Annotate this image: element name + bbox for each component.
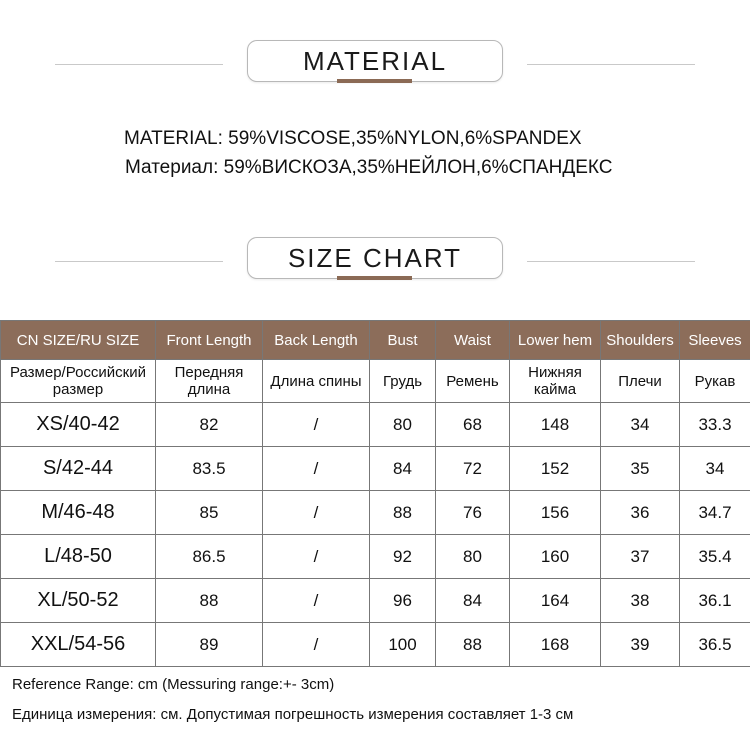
table-cell: L/48-50 (1, 535, 156, 579)
header-cell-ru: Рукав (680, 360, 750, 403)
table-cell: 36 (601, 491, 680, 535)
table-cell: 152 (510, 447, 601, 491)
reference-range-note-ru: Единица измерения: см. Допустимая погрешность измерения составляет 1-3 см (12, 706, 574, 723)
table-cell: 38 (601, 579, 680, 623)
reference-range-note-en: Reference Range: cm (Messuring range:+- 3cm) (12, 676, 335, 693)
table-cell: 84 (370, 447, 436, 491)
size-chart-section-header (0, 237, 750, 285)
header-cell-ru: Передняя длина (156, 360, 263, 403)
table-cell: 68 (436, 403, 510, 447)
table-cell: 88 (436, 623, 510, 667)
table-cell: / (263, 623, 370, 667)
table-row (1, 447, 750, 491)
table-cell: 85 (156, 491, 263, 535)
material-composition-en: MATERIAL: 59%VISCOSE,35%NYLON,6%SPANDEX (124, 128, 582, 149)
size-chart-table (0, 320, 750, 667)
header-cell: CN SIZE/RU SIZE (1, 321, 156, 360)
divider-line (527, 261, 695, 262)
table-cell: 92 (370, 535, 436, 579)
table-cell: 82 (156, 403, 263, 447)
table-cell: 88 (156, 579, 263, 623)
table-row (1, 491, 750, 535)
table-cell: 89 (156, 623, 263, 667)
table-cell: 100 (370, 623, 436, 667)
table-cell: 34.7 (680, 491, 750, 535)
table-row (1, 403, 750, 447)
header-cell-ru: Ремень (436, 360, 510, 403)
material-composition-ru: Материал: 59%ВИСКОЗА,35%НЕЙЛОН,6%СПАНДЕКС (125, 157, 613, 178)
header-row-en (1, 321, 750, 360)
table-cell: 156 (510, 491, 601, 535)
table-row (1, 535, 750, 579)
header-cell-ru: Длина спины (263, 360, 370, 403)
table-cell: / (263, 579, 370, 623)
table-row (1, 623, 750, 667)
header-cell-ru: Размер/Российский размер (1, 360, 156, 403)
table-cell: 37 (601, 535, 680, 579)
table-cell: 34 (680, 447, 750, 491)
table-cell: 164 (510, 579, 601, 623)
accent-underbar (337, 276, 412, 280)
table-cell: 34 (601, 403, 680, 447)
table-cell: 36.5 (680, 623, 750, 667)
table-cell: 35.4 (680, 535, 750, 579)
table-cell: 76 (436, 491, 510, 535)
table-cell: 160 (510, 535, 601, 579)
table-cell: 36.1 (680, 579, 750, 623)
table-cell: 80 (370, 403, 436, 447)
header-cell-ru: Плечи (601, 360, 680, 403)
table-row (1, 579, 750, 623)
material-section-header (0, 40, 750, 88)
table-cell: / (263, 447, 370, 491)
table-cell: 88 (370, 491, 436, 535)
table-cell: / (263, 403, 370, 447)
table-cell: / (263, 535, 370, 579)
header-cell-ru: Грудь (370, 360, 436, 403)
table-cell: 39 (601, 623, 680, 667)
table-cell: 83.5 (156, 447, 263, 491)
table-cell: M/46-48 (1, 491, 156, 535)
table-cell: 33.3 (680, 403, 750, 447)
table-cell: 168 (510, 623, 601, 667)
header-cell: Waist (436, 321, 510, 360)
table-cell: 84 (436, 579, 510, 623)
accent-underbar (337, 79, 412, 83)
table-cell: S/42-44 (1, 447, 156, 491)
table-cell: 35 (601, 447, 680, 491)
table-cell: 72 (436, 447, 510, 491)
header-cell: Sleeves (680, 321, 750, 360)
header-cell-ru: Нижняя кайма (510, 360, 601, 403)
divider-line (55, 64, 223, 65)
header-cell: Back Length (263, 321, 370, 360)
table-cell: 80 (436, 535, 510, 579)
material-title: MATERIAL (247, 40, 503, 82)
header-row-ru (1, 360, 750, 403)
size-chart-title: SIZE CHART (247, 237, 503, 279)
divider-line (527, 64, 695, 65)
table-cell: 148 (510, 403, 601, 447)
header-cell: Lower hem (510, 321, 601, 360)
table-cell: 86.5 (156, 535, 263, 579)
divider-line (55, 261, 223, 262)
table-cell: XXL/54-56 (1, 623, 156, 667)
table-cell: XL/50-52 (1, 579, 156, 623)
table-cell: / (263, 491, 370, 535)
header-cell: Shoulders (601, 321, 680, 360)
header-cell: Front Length (156, 321, 263, 360)
table-cell: XS/40-42 (1, 403, 156, 447)
header-cell: Bust (370, 321, 436, 360)
table-cell: 96 (370, 579, 436, 623)
